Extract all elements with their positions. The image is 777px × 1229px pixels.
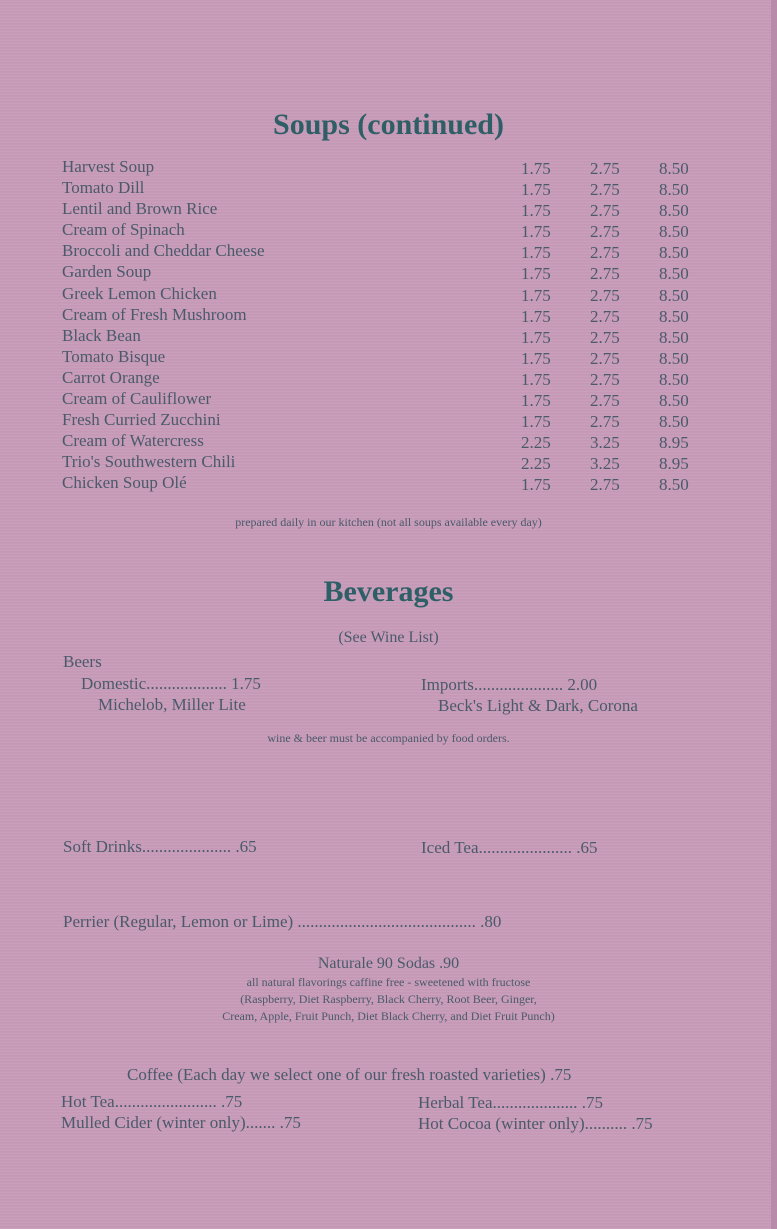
soup-price-bowl: 2.75 — [590, 222, 620, 242]
soup-price-bowl: 2.75 — [590, 285, 620, 305]
domestic-beer: Domestic................... 1.75 — [81, 674, 261, 693]
page-edge — [771, 0, 777, 1229]
soup-name: Fresh Curried Zucchini — [62, 410, 221, 430]
soup-price-cup: 1.75 — [521, 348, 551, 368]
soup-price-cup: 1.75 — [521, 327, 551, 347]
soup-price-bowl: 2.75 — [590, 243, 620, 263]
soup-price-cup: 1.75 — [521, 159, 551, 178]
beverages-heading: Beverages — [323, 575, 454, 608]
soup-row — [62, 240, 722, 261]
soup-row — [62, 367, 722, 388]
soup-row — [62, 409, 722, 430]
mulled-cider: Mulled Cider (winter only)....... .75 — [61, 1113, 301, 1132]
hot-tea: Hot Tea........................ .75 — [61, 1092, 243, 1111]
soup-name: Harvest Soup — [62, 157, 155, 176]
soup-row — [62, 325, 722, 346]
soup-price-cup: 1.75 — [521, 475, 551, 495]
soup-row — [62, 472, 722, 493]
soup-price-bowl: 2.75 — [590, 391, 620, 411]
soup-price-cup: 1.75 — [521, 222, 551, 242]
soup-price-quart: 8.95 — [659, 433, 689, 453]
soft-drinks: Soft Drinks..................... .65 — [63, 837, 257, 856]
soup-price-quart: 8.95 — [659, 454, 689, 474]
soup-price-cup: 2.25 — [521, 454, 551, 474]
beers-label: Beers — [63, 652, 102, 671]
perrier: Perrier (Regular, Lemon or Lime) .......................................... .80 — [63, 912, 502, 931]
coffee: Coffee (Each day we select one of our fresh roasted varieties) .75 — [127, 1065, 572, 1084]
wine-list-note: (See Wine List) — [338, 629, 439, 646]
soup-price-quart: 8.50 — [659, 285, 689, 305]
soup-price-cup: 1.75 — [521, 391, 551, 411]
soup-price-cup: 1.75 — [521, 201, 551, 221]
soup-row — [62, 198, 722, 219]
soup-price-bowl: 2.75 — [590, 412, 620, 432]
soup-name: Broccoli and Cheddar Cheese — [62, 241, 265, 261]
naturale-desc-2: (Raspberry, Diet Raspberry, Black Cherry, Root Beer, Ginger, — [240, 992, 537, 1006]
soups-heading: Soups (continued) — [273, 108, 504, 141]
imports-beer: Imports..................... 2.00 — [421, 675, 598, 694]
iced-tea: Iced Tea...................... .65 — [421, 838, 598, 857]
beer-note: wine & beer must be accompanied by food orders. — [267, 731, 510, 745]
herbal-tea: Herbal Tea.................... .75 — [418, 1093, 603, 1112]
soups-note: prepared daily in our kitchen (not all soups available every day) — [235, 515, 542, 529]
soup-row — [62, 156, 722, 177]
soup-price-quart: 8.50 — [659, 369, 689, 389]
soup-price-cup: 2.25 — [521, 433, 551, 453]
soup-name: Cream of Fresh Mushroom — [62, 304, 247, 324]
soup-price-cup: 1.75 — [521, 412, 551, 432]
soup-name: Chicken Soup Olé — [62, 473, 187, 493]
soup-name: Greek Lemon Chicken — [62, 283, 217, 303]
soup-price-bowl: 3.25 — [590, 433, 620, 453]
hot-cocoa: Hot Cocoa (winter only).......... .75 — [418, 1114, 653, 1133]
soup-row — [62, 451, 722, 472]
soup-name: Tomato Bisque — [62, 346, 166, 366]
soup-price-quart: 8.50 — [659, 306, 689, 326]
soup-name: Cream of Watercress — [62, 431, 204, 451]
soup-row — [62, 304, 722, 325]
soup-price-bowl: 3.25 — [590, 454, 620, 474]
soup-name: Cream of Cauliflower — [62, 389, 212, 409]
soup-row — [62, 177, 722, 198]
soup-price-cup: 1.75 — [521, 243, 551, 263]
imports-brands: Beck's Light & Dark, Corona — [438, 696, 638, 715]
soup-price-quart: 8.50 — [659, 159, 689, 178]
soup-row — [62, 261, 722, 282]
naturale-desc-3: Cream, Apple, Fruit Punch, Diet Black Cherry, and Diet Fruit Punch) — [222, 1009, 555, 1023]
soup-row — [62, 346, 722, 367]
soup-name: Carrot Orange — [62, 367, 160, 387]
soup-price-bowl: 2.75 — [590, 306, 620, 326]
soup-price-bowl: 2.75 — [590, 159, 620, 178]
soup-name: Garden Soup — [62, 262, 152, 282]
soup-row — [62, 219, 722, 240]
soup-name: Black Bean — [62, 325, 141, 345]
soup-price-cup: 1.75 — [521, 180, 551, 200]
soup-row — [62, 283, 722, 304]
soup-price-bowl: 2.75 — [590, 180, 620, 200]
soup-row — [62, 388, 722, 409]
soup-price-bowl: 2.75 — [590, 264, 620, 284]
soup-name: Cream of Spinach — [62, 220, 185, 240]
soup-name: Tomato Dill — [62, 178, 145, 198]
soup-price-quart: 8.50 — [659, 180, 689, 200]
naturale-desc-1: all natural flavorings caffine free - sweetened with fructose — [246, 975, 531, 989]
soup-price-bowl: 2.75 — [590, 327, 620, 347]
soup-price-cup: 1.75 — [521, 264, 551, 284]
soup-price-cup: 1.75 — [521, 285, 551, 305]
soup-price-bowl: 2.75 — [590, 201, 620, 221]
soup-price-cup: 1.75 — [521, 306, 551, 326]
soup-name: Lentil and Brown Rice — [62, 199, 218, 219]
soup-price-quart: 8.50 — [659, 391, 689, 411]
soup-price-quart: 8.50 — [659, 412, 689, 432]
soup-price-bowl: 2.75 — [590, 348, 620, 368]
soup-row — [62, 430, 722, 451]
soup-price-bowl: 2.75 — [590, 369, 620, 389]
soup-price-bowl: 2.75 — [590, 475, 620, 495]
soup-price-quart: 8.50 — [659, 475, 689, 495]
soup-price-quart: 8.50 — [659, 327, 689, 347]
naturale-sodas: Naturale 90 Sodas .90 — [317, 955, 460, 972]
soup-price-quart: 8.50 — [659, 243, 689, 263]
domestic-brands: Michelob, Miller Lite — [98, 695, 246, 714]
soup-price-quart: 8.50 — [659, 222, 689, 242]
soup-price-quart: 8.50 — [659, 264, 689, 284]
soup-name: Trio's Southwestern Chili — [62, 452, 236, 472]
soup-price-quart: 8.50 — [659, 348, 689, 368]
soup-price-cup: 1.75 — [521, 369, 551, 389]
soup-list — [62, 156, 722, 494]
soup-price-quart: 8.50 — [659, 201, 689, 221]
